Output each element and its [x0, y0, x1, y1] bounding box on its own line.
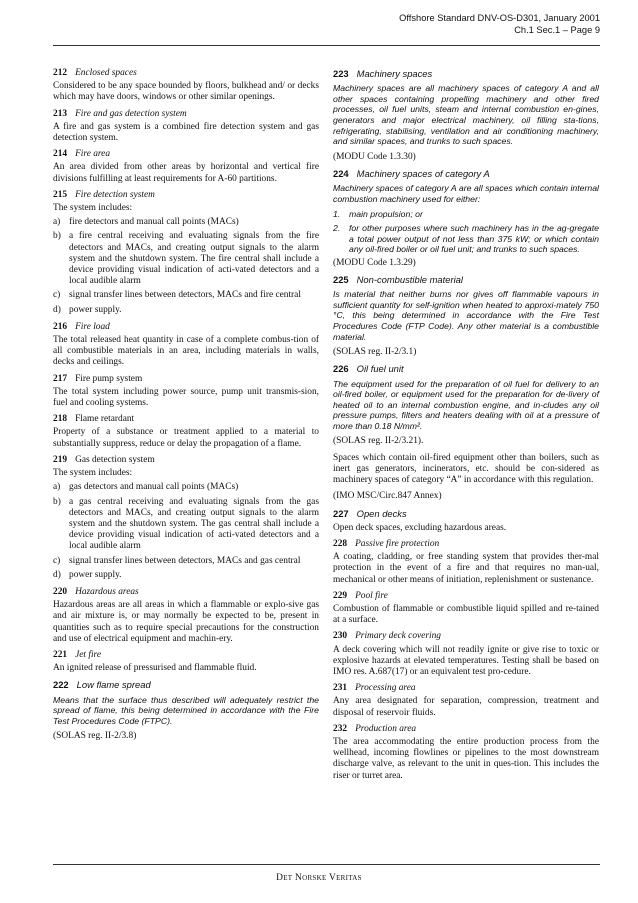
list-item: b) a gas central receiving and evaluating signals from the gas detectors and MACs, and creating output signals to the alarm system and the shutdown system. The gas central shall include a device providing visual indication of acti-vated detectors and a local audible alarm — [53, 496, 319, 552]
section-text: Property of a substance or treatment applied to a material to substantially suppress, reduce or delay the propagation of a flame. — [53, 427, 319, 449]
section-text: Open deck spaces, excluding hazardous areas. — [333, 522, 507, 533]
reference: (IMO MSC/Circ.847 Annex) — [333, 491, 442, 502]
section-text: Any area designated for separation, compression, treatment and disposal of reservoir fluids. — [333, 696, 599, 718]
reference: (SOLAS reg. II-2/3.21). — [333, 436, 424, 447]
section-text: An area divided from other areas by horizontal and vertical fire divisions fulfilling at least requirements for A-60 partitions. — [53, 162, 319, 184]
footer-rule — [53, 864, 600, 865]
section-heading: 214 Fire area — [53, 149, 111, 160]
section-heading: 212 Enclosed spaces — [53, 68, 137, 78]
section-text: A deck covering which will not readily ignite or give rise to toxic or explosive hazards at elevated temperatures. Testing shall be based on IMO res. A.687(17) or an equivalent test pro-cedure. — [333, 644, 599, 677]
section-heading: 221 Jet fire — [53, 649, 102, 660]
section-text: Spaces which contain oil-fired equipment other than boilers, such as inert gas generators, incinerators, etc. should be con-sidered as machinery spaces of category “A” in accordance with this regulation. — [333, 452, 599, 486]
section-text: A coating, cladding, or free standing system that provides ther-mal protection in the event of a fire and that requires no man-ual, mechanical or other means of initiation, replenishment or sustenance. — [333, 552, 599, 585]
section-heading: 230 Primary deck covering — [333, 631, 441, 642]
section-text: The system includes: — [53, 468, 133, 479]
section-heading: 229 Pool fire — [333, 590, 388, 601]
section-heading: 217 Fire pump system — [53, 373, 143, 384]
section-text: The total released heat quantity in case of a complete combus-tion of all combustible materials in an area, including materials in walls, decks and ceilings. — [53, 335, 319, 368]
section-heading: 232 Production area — [333, 723, 417, 734]
header-page: Ch.1 Sec.1 – Page 9 — [514, 25, 600, 35]
left-column — [53, 68, 319, 748]
list-item: c) signal transfer lines between detectors, MACs and gas central — [53, 555, 301, 566]
section-text: Is material that neither burns nor gives off flammable vapours in sufficient quantity for self-ignition when heated to approxi-mately 750 °C, this being determined in accordance with the Fire Test Procedures Code (FTP Code). Any other material is a combustible material. — [333, 289, 599, 342]
header-standard: Offshore Standard DNV-OS-D301, January 2001 — [399, 13, 600, 23]
section-heading: 223 Machinery spaces — [333, 68, 433, 79]
list-item: d) power supply. — [53, 569, 122, 580]
reference: (MODU Code 1.3.30) — [333, 151, 416, 162]
reference: (SOLAS reg. II-2/3.8) — [53, 731, 137, 742]
section-text: A fire and gas system is a combined fire detection system and gas detection system. — [53, 121, 319, 144]
list-item: b) a fire central receiving and evaluating signals from the fire detectors and MACs, and creating output signals to the alarm system and the shutdown system. The fire central shall include a device providing visual indication of acti-vated detectors and a local audible alarm — [53, 231, 319, 287]
right-column — [333, 68, 599, 787]
section-heading: 219 Gas detection system — [53, 454, 155, 465]
list-item: a) fire detectors and manual call points (MACs) — [53, 217, 239, 228]
section-text: An ignited release of pressurised and flammable fluid. — [53, 663, 257, 674]
section-heading: 222 Low flame spread — [53, 679, 151, 691]
section-text: Machinery spaces of category A are all spaces which contain internal combustion machinery used for either: — [333, 183, 599, 204]
header-rule — [53, 45, 600, 46]
section-heading: 216 Fire load — [53, 321, 110, 332]
section-heading: 226 Oil fuel unit — [333, 363, 404, 375]
section-heading: 220 Hazardous areas — [53, 586, 139, 597]
section-heading: 213 Fire and gas detection system — [53, 108, 187, 119]
section-heading: 231 Processing area — [333, 683, 416, 694]
section-heading: 215 Fire detection system — [53, 189, 155, 200]
page-header — [399, 12, 600, 36]
reference: (SOLAS reg. II-2/3.1) — [333, 347, 417, 358]
section-heading: 228 Passive fire protection — [333, 538, 440, 549]
page-footer: Det Norske Veritas — [276, 873, 362, 883]
section-heading: 227 Open decks — [333, 507, 407, 519]
section-text: Machinery spaces are all machinery spaces of category A and all other spaces containing propelling machinery and other fired processes, oil fuel units, steam and internal combustion en-gines, generators and major electrical machinery, oil filling sta-tions, refrigerating, stabilising, ventilation and air conditioning machinery, and similar spaces, and trunks to such spaces. — [333, 83, 599, 147]
section-text: The area accommodating the entire production process from the wellhead, incoming flowlines or pipelines to the most downstream discharge valve, as relevant to the unit in ques-tion. This includes the riser or turret area. — [333, 736, 599, 781]
list-item: 2. for other purposes where such machinery has in the ag-gregate a total power output of not less than 375 kW; or which contain any oil-fired boiler or oil fuel unit; and trunks to such spaces. — [333, 222, 599, 255]
section-text: Means that the surface thus described will adequately restrict the spread of flame, this being determined in accordance with the Fire Test Procedures Code (FTPC). — [53, 694, 319, 726]
section-text: Considered to be any space bounded by floors, bulkhead and/ or decks which may have doors, windows or other similar openings. — [53, 81, 319, 103]
section-heading: 225 Non-combustible material — [333, 273, 463, 285]
list-item: a) gas detectors and manual call points (MACs) — [53, 482, 239, 493]
section-text: The system includes: — [53, 203, 133, 214]
section-text: The total system including power source, pump unit transmis-sion, fuel and cooling systems. — [53, 386, 319, 409]
section-heading: 218 Flame retardant — [53, 414, 135, 425]
list-item: c) signal transfer lines between detectors, MACs and fire central — [53, 290, 301, 301]
section-text: Combustion of flammable or combustible liquid spilled and re-tained at a surface. — [333, 603, 599, 626]
section-heading: 224 Machinery spaces of category A — [333, 167, 490, 179]
section-text: The equipment used for the preparation of oil fuel for delivery to an oil-fired boiler, or equipment used for the preparation for de-livery of heated oil to an internal combustion engine, and in-cludes any oil pressure pumps, filters and heaters dealing with oil at a pressure of more than 0.18 N/mm². — [333, 378, 599, 431]
reference: (MODU Code 1.3.29) — [333, 257, 416, 268]
list-item: d) power supply. — [53, 304, 122, 315]
section-text: Hazardous areas are all areas in which a flammable or explo-sive gas and air mixture is, or may normally be expected to be, present in quantities such as to require special precautions for the construction and use of electrical equipment and machin-ery. — [53, 600, 319, 644]
list-item: 1. main propulsion; or — [333, 209, 423, 220]
